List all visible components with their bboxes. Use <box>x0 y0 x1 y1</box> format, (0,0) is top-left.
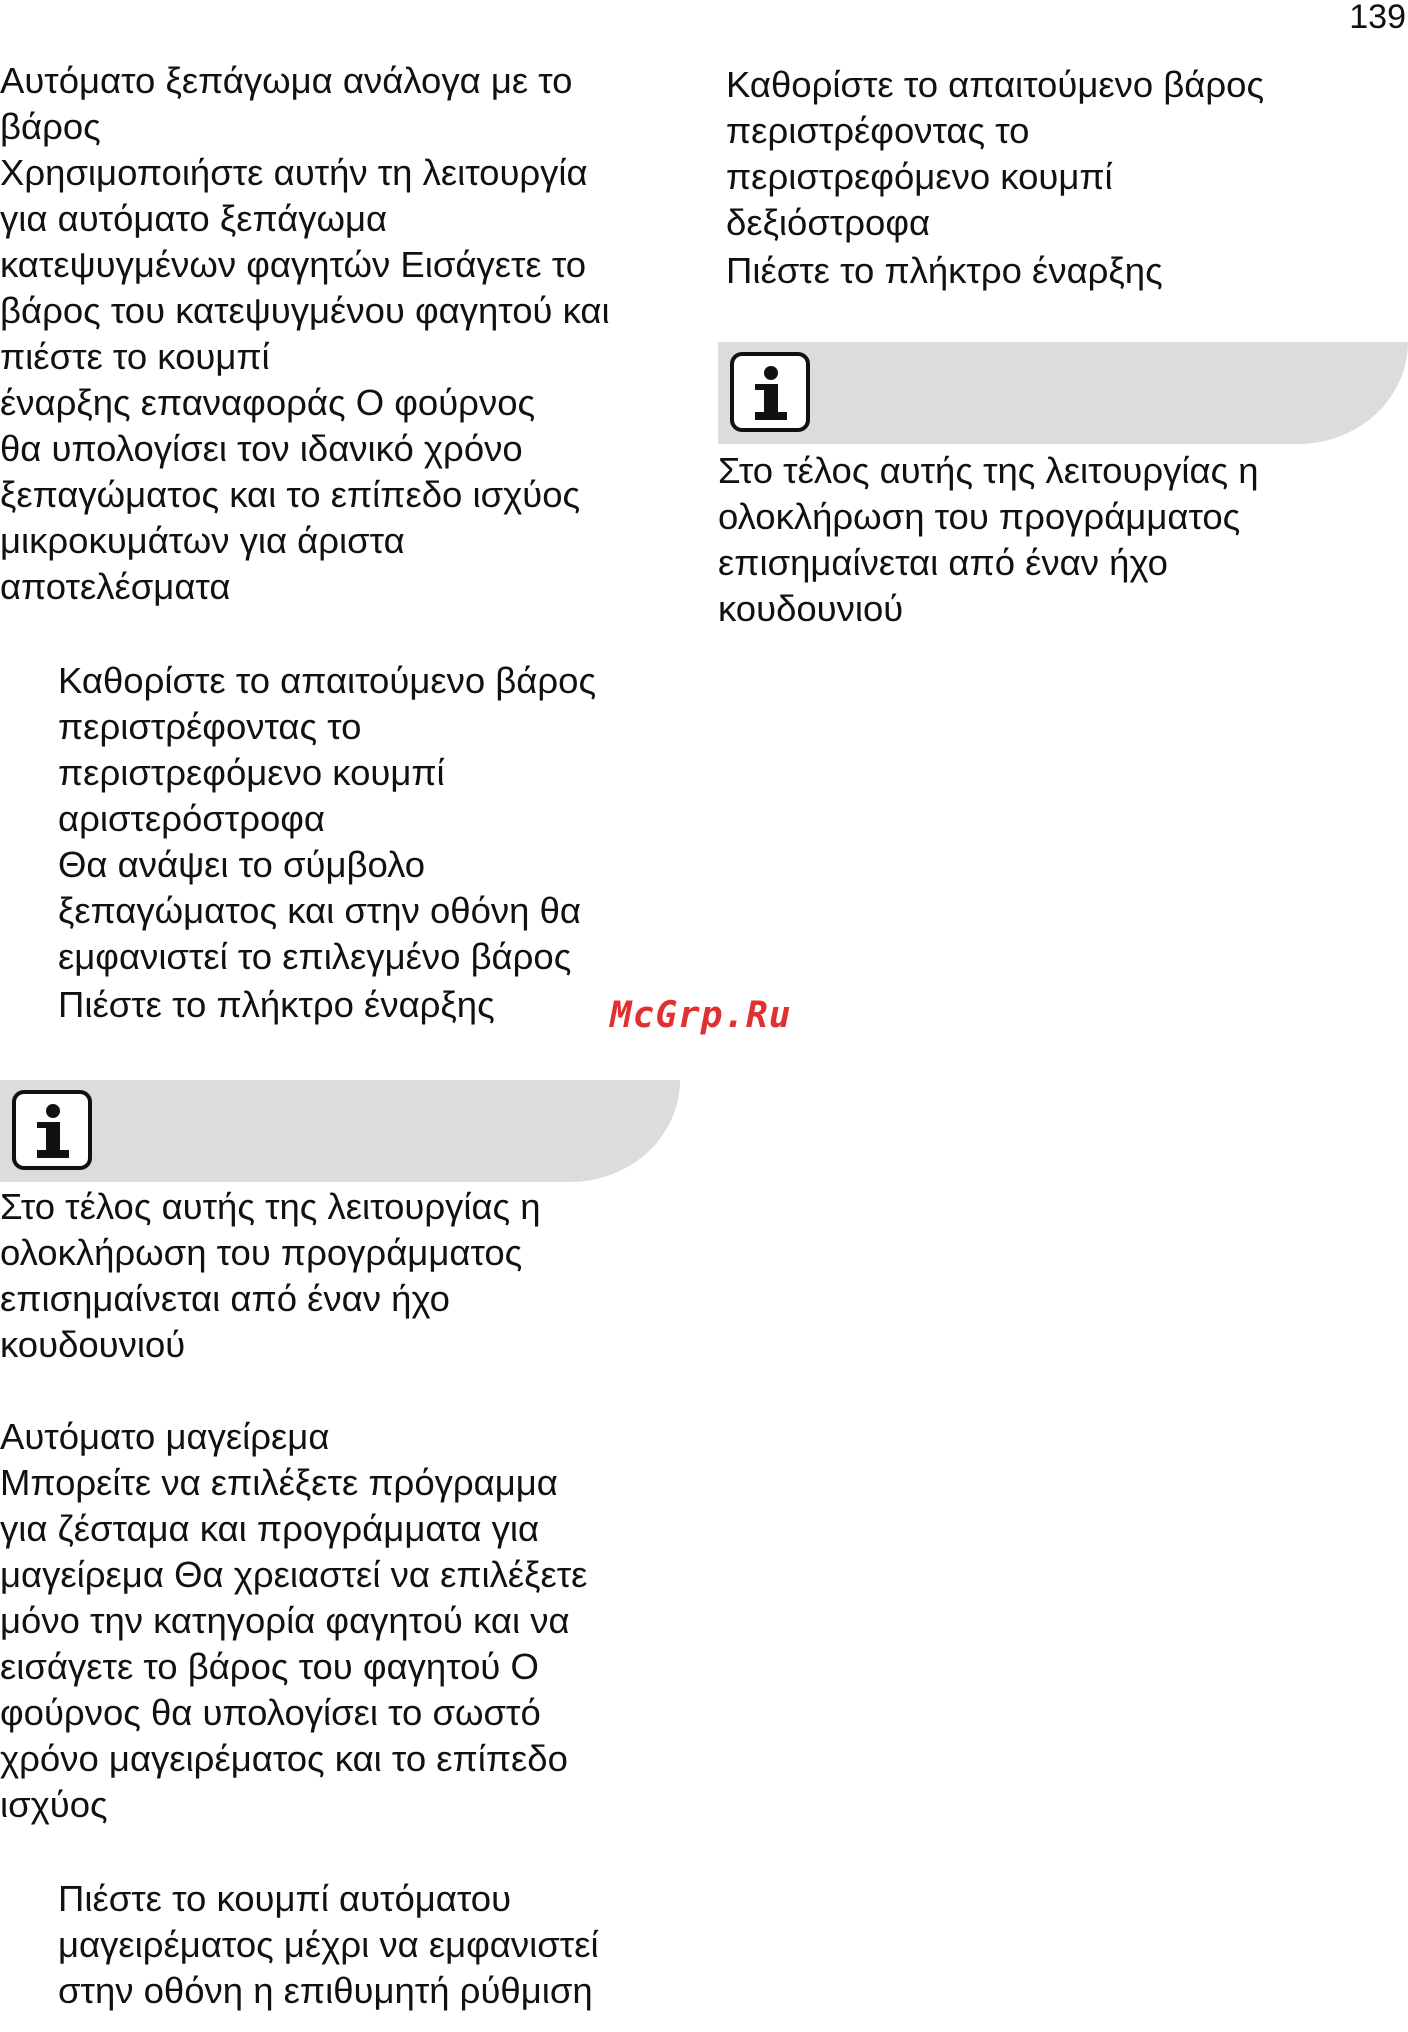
page-number: 139 <box>1349 0 1406 36</box>
note-bar <box>718 342 1408 444</box>
auto-cook-title: Αυτόματο μαγείρεμα <box>0 1416 330 1457</box>
note-text: Στο τέλος αυτής της λειτουργίας η ολοκλήρωση του προγράμματος επισημαίνεται από έναν ήχο κουδουνιού <box>0 1186 541 1365</box>
info-icon <box>730 352 810 432</box>
info-icon <box>12 1090 92 1170</box>
note-text: Στο τέλος αυτής της λειτουργίας η ολοκλήρωση του προγράμματος επισημαίνεται από έναν ήχο κουδουνιού <box>718 450 1259 629</box>
note-bar <box>0 1080 680 1182</box>
right-step-2: Πιέστε το πλήκτρο έναρξης <box>726 250 1163 291</box>
defrost-step-1: Καθορίστε το απαιτούμενο βάρος περιστρέφοντας το περιστρεφόμενο κουμπί αριστερόστροφα <box>58 660 597 839</box>
defrost-step-2: Θα ανάψει το σύμβολο ξεπαγώματος και στην οθόνη θα εμφανιστεί το επιλεγμένο βάρος <box>58 844 581 977</box>
defrost-title: Αυτόματο ξεπάγωμα ανάλογα με το βάρος <box>0 60 573 147</box>
left-column <box>0 58 690 2014</box>
right-column <box>718 62 1408 632</box>
auto-cook-body: Μπορείτε να επιλέξετε πρόγραμμα για ζέσταμα και προγράμματα για μαγείρεμα Θα χρειαστεί να επιλέξετε μόνο την κατηγορία φαγητού και να εισάγετε το βάρος του φαγητού Ο φούρνος θα υπολογίσει το σωστό χρόνο μαγειρέματος και το επίπεδο ισχύος <box>0 1462 588 1825</box>
auto-cook-step-1: Πιέστε το κουμπί αυτόματου μαγειρέματος μέχρι να εμφανιστεί στην οθόνη η επιθυμητή ρύθμιση <box>58 1878 599 2011</box>
watermark: McGrp.Ru <box>610 995 792 1036</box>
defrost-step-3: Πιέστε το πλήκτρο έναρξης <box>58 984 495 1025</box>
right-step-1: Καθορίστε το απαιτούμενο βάρος περιστρέφοντας το περιστρεφόμενο κουμπί δεξιόστροφα <box>726 64 1265 243</box>
defrost-body: Χρησιμοποιήστε αυτήν τη λειτουργία για αυτόματο ξεπάγωμα κατεψυγμένων φαγητών Εισάγετε το βάρος του κατεψυγμένου φαγητού και πιέστε το κουμπί έναρξης επαναφοράς Ο φούρνος θα υπολογίσει τον ιδανικό χρόνο ξεπαγώματος και το επίπεδο ισχύος μικροκυμάτων για άριστα αποτελέσματα <box>0 152 610 607</box>
